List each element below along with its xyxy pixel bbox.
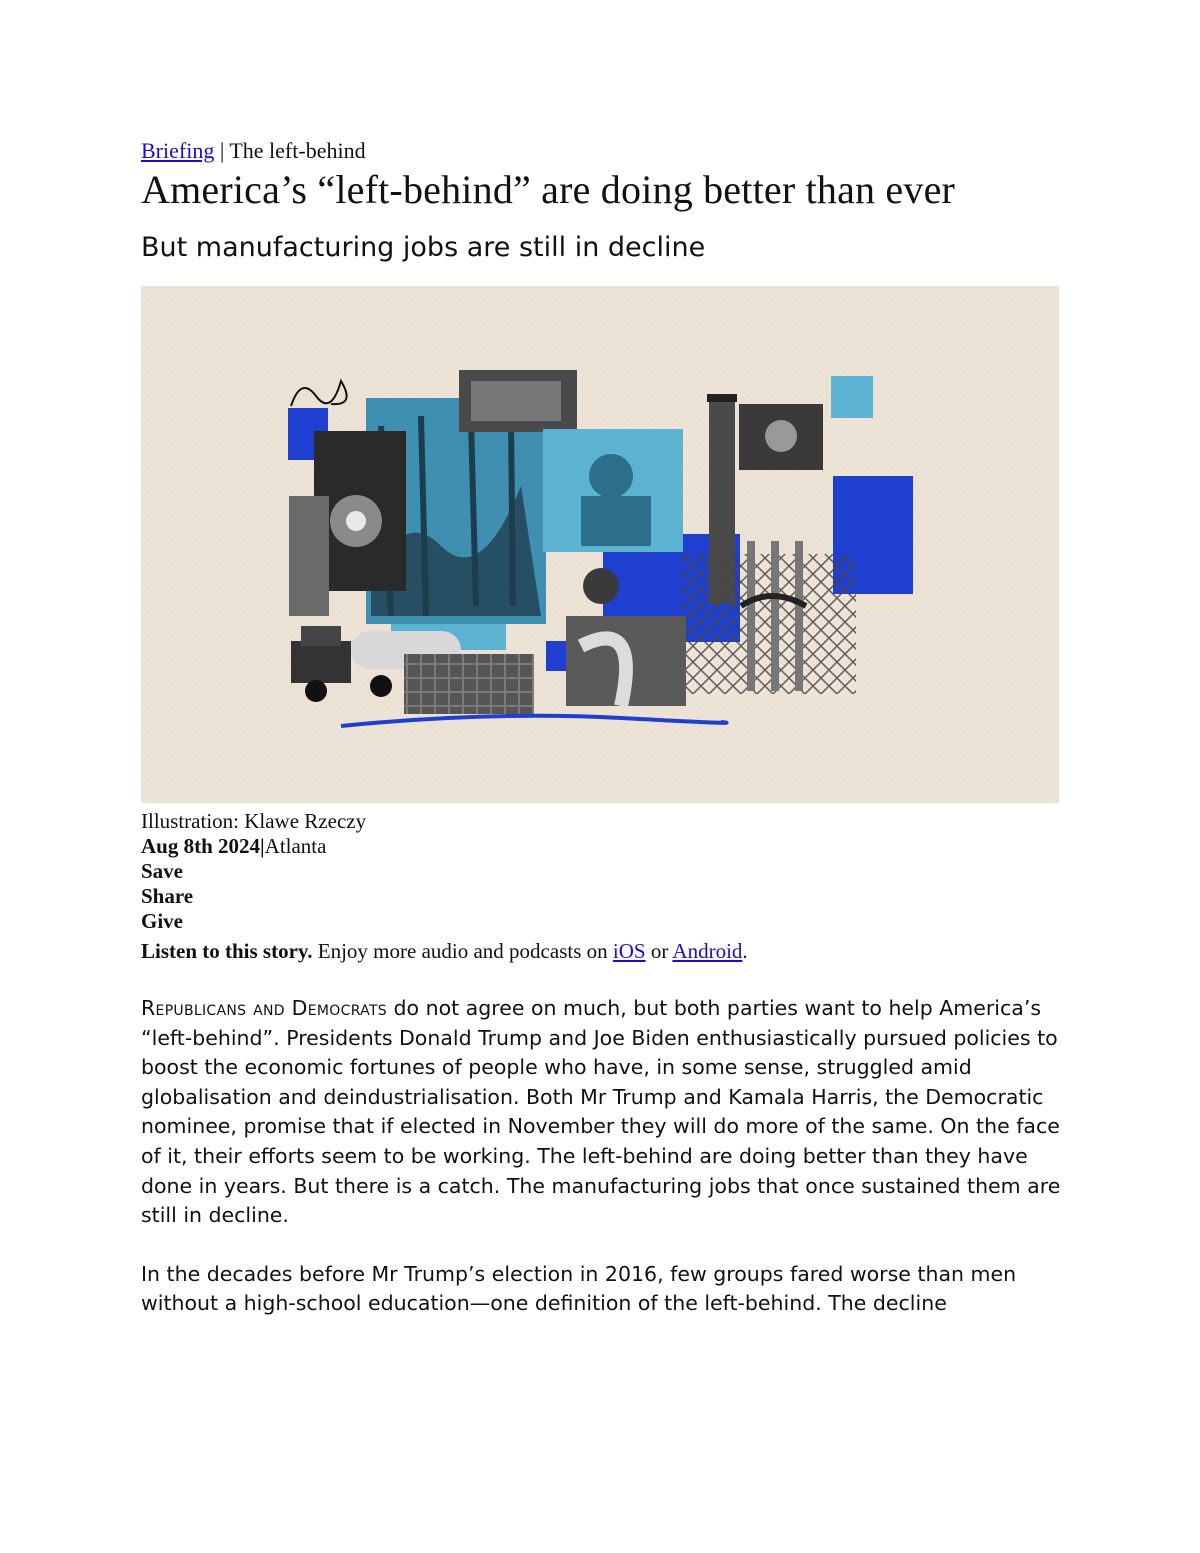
share-button[interactable]: Share: [141, 884, 194, 908]
listen-prompt: [141, 936, 1061, 966]
sky-block-top-right: [831, 376, 873, 418]
listen-text: Enjoy more audio and podcasts on: [312, 939, 613, 963]
publish-date: Aug 8th 2024: [141, 834, 261, 858]
hero-illustration: [141, 286, 1059, 803]
photo-metal-scrap: [289, 496, 329, 616]
headline: America’s “left-behind” are doing better than ever: [141, 167, 956, 212]
kicker-topic: The left-behind: [229, 138, 366, 163]
photo-building-facade: [404, 654, 534, 714]
kicker-separator: |: [214, 138, 230, 163]
listen-end: .: [742, 939, 748, 963]
article: [141, 136, 1061, 1348]
dateline: [141, 834, 1061, 859]
ios-link[interactable]: iOS: [612, 939, 646, 963]
listen-or: or: [645, 939, 673, 963]
body-paragraph-1: [141, 994, 1061, 1231]
give-button[interactable]: Give: [141, 909, 183, 933]
body-paragraph-2: In the decades before Mr Trump’s election in 2016, few groups fared worse than men without a high-school education—one definition of the left-behind. The decline: [141, 1261, 1017, 1316]
listen-lead[interactable]: Listen to this story.: [141, 939, 313, 963]
date-separator: |: [260, 834, 265, 858]
article-meta: [141, 809, 1061, 934]
subheadline: But manufacturing jobs are still in decline: [141, 232, 706, 263]
collage-illustration: [141, 286, 1059, 803]
body-paragraph-1-text: do not agree on much, but both parties want to help America’s “left-behind”. Presidents Donald Trump and Joe Biden enthusiastically pursued policies to boost the economic fortunes of people who have, in some sense, struggled amid globalisation and deindustrialisation. Both Mr Trump and Kamala Harris, the Democratic nominee, promise that if elected in November they will do more of the same. On the face of it, their efforts seem to be working. The left-behind are doing better than they have done in years. But there is a catch. The manufacturing jobs that once sustained them are still in decline.: [141, 996, 1061, 1228]
save-button[interactable]: Save: [141, 859, 183, 883]
dateline-location: Atlanta: [264, 834, 327, 858]
section-link-briefing[interactable]: Briefing: [141, 138, 215, 163]
lead-caps: Republicans and Democrats: [141, 996, 387, 1020]
android-link[interactable]: Android: [672, 939, 743, 963]
illustration-credit: Illustration: Klawe Rzeczy: [141, 809, 367, 833]
kicker: [141, 136, 1061, 166]
chain-link-fence: [681, 554, 856, 694]
article-body: [141, 994, 1061, 1319]
